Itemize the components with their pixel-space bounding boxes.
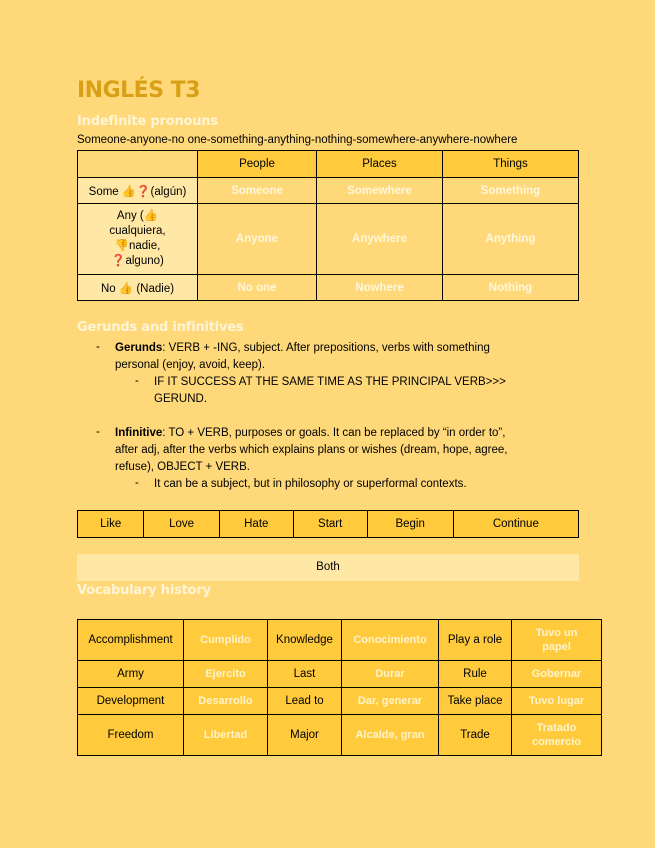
table-header-cell: Things xyxy=(443,151,579,178)
vocab-english: Last xyxy=(268,661,342,688)
vocab-spanish: Desarrollo xyxy=(184,688,268,715)
table-row xyxy=(78,620,602,661)
gerunds-text: personal (enjoy, avoid, keep). xyxy=(115,359,266,371)
verb-cell: Hate xyxy=(219,511,293,538)
section-heading-vocabulary: Vocabulary history xyxy=(77,583,211,598)
table-cell: Nothing xyxy=(443,275,579,301)
table-row xyxy=(78,511,579,538)
table-corner-cell xyxy=(78,151,198,178)
vocab-spanish xyxy=(512,715,602,756)
vocab-spanish: Durar xyxy=(342,661,439,688)
infinitive-bullet xyxy=(115,425,565,476)
verb-cell: Love xyxy=(144,511,219,538)
sub-bullet-dash: - xyxy=(135,477,139,489)
gerunds-text: : VERB + -ING, subject. After prepositions, verbs with something xyxy=(162,342,490,354)
gerunds-sub-text: GERUND. xyxy=(154,393,208,405)
bullet-dash: - xyxy=(96,341,100,353)
row-label-line: cualquiera, xyxy=(109,225,166,237)
vocab-spanish xyxy=(512,620,602,661)
row-label-line: ❓alguno) xyxy=(111,255,164,267)
verb-cell: Like xyxy=(78,511,144,538)
vocab-spanish: Ejercito xyxy=(184,661,268,688)
table-row xyxy=(78,715,602,756)
sub-bullet-dash: - xyxy=(135,375,139,387)
pronoun-list: Someone-anyone-no one-something-anything-nothing-somewhere-anywhere-nowhere xyxy=(77,134,518,146)
table-cell: Anything xyxy=(443,204,579,275)
page-title: INGLÉS T3 xyxy=(77,78,201,103)
vocab-english: Play a role xyxy=(439,620,512,661)
gerunds-sub-text: IF IT SUCCESS AT THE SAME TIME AS THE PRINCIPAL VERB>>> xyxy=(154,376,506,388)
gerunds-sub-bullet xyxy=(154,374,554,408)
vocab-english: Development xyxy=(78,688,184,715)
table-cell: Something xyxy=(443,178,579,204)
bullet-dash: - xyxy=(96,426,100,438)
vocab-english: Major xyxy=(268,715,342,756)
section-heading-gerunds-infinitives: Gerunds and infinitives xyxy=(77,320,244,335)
table-row xyxy=(78,661,602,688)
vocab-english: Accomplishment xyxy=(78,620,184,661)
table-row xyxy=(78,275,579,301)
vocab-english: Army xyxy=(78,661,184,688)
row-label: Some 👍❓(algún) xyxy=(78,178,198,204)
table-cell: Someone xyxy=(198,178,317,204)
verb-cell: Begin xyxy=(367,511,453,538)
table-header-cell: Places xyxy=(317,151,443,178)
vocab-spanish: Dar, generar xyxy=(342,688,439,715)
infinitive-term: Infinitive xyxy=(115,427,163,439)
vocab-english: Trade xyxy=(439,715,512,756)
vocab-english: Freedom xyxy=(78,715,184,756)
gerunds-term: Gerunds xyxy=(115,342,163,354)
vocab-english: Knowledge xyxy=(268,620,342,661)
infinitive-sub-bullet xyxy=(154,476,574,493)
pronouns-table xyxy=(77,150,579,301)
row-label-line: Any (👍 xyxy=(116,210,159,222)
vocab-spanish: Cumplido xyxy=(184,620,268,661)
gerunds-bullet xyxy=(115,340,545,374)
table-header-cell: People xyxy=(198,151,317,178)
infinitive-sub-text: It can be a subject, but in philosophy or superformal contexts. xyxy=(154,478,467,490)
table-cell: No one xyxy=(198,275,317,301)
infinitive-text: after adj, after the verbs which explains plans or wishes (dream, hope, agree, xyxy=(115,444,508,456)
section-heading-indefinite-pronouns: Indefinite pronouns xyxy=(77,114,218,129)
table-row xyxy=(78,688,602,715)
vocab-spanish-line: comercio xyxy=(532,736,581,748)
vocab-english: Lead to xyxy=(268,688,342,715)
table-header-row xyxy=(78,151,579,178)
both-label: Both xyxy=(77,554,579,581)
infinitive-text: : TO + VERB, purposes or goals. It can be replaced by “in order to”, xyxy=(162,427,506,439)
vocab-spanish-line: Tratado xyxy=(536,722,577,734)
row-label xyxy=(78,204,198,275)
vocab-spanish: Tuvo lugar xyxy=(512,688,602,715)
vocab-spanish: Conocimiento xyxy=(342,620,439,661)
vocab-spanish: Gobernar xyxy=(512,661,602,688)
table-cell: Somewhere xyxy=(317,178,443,204)
row-label: No 👍 (Nadie) xyxy=(78,275,198,301)
vocabulary-table xyxy=(77,619,602,756)
row-label-line: 👎nadie, xyxy=(114,240,161,252)
infinitive-text: refuse), OBJECT + VERB. xyxy=(115,461,250,473)
verb-cell: Start xyxy=(293,511,367,538)
vocab-spanish: Alcalde, gran xyxy=(342,715,439,756)
table-cell: Anywhere xyxy=(317,204,443,275)
verb-cell: Continue xyxy=(453,511,578,538)
vocab-spanish: Libertad xyxy=(184,715,268,756)
vocab-spanish-line: Tuvo un xyxy=(535,627,578,639)
vocab-spanish-line: papel xyxy=(542,641,571,653)
table-cell: Anyone xyxy=(198,204,317,275)
vocab-english: Rule xyxy=(439,661,512,688)
table-cell: Nowhere xyxy=(317,275,443,301)
both-verbs-table xyxy=(77,510,579,538)
table-row xyxy=(78,204,579,275)
table-row xyxy=(78,178,579,204)
vocab-english: Take place xyxy=(439,688,512,715)
